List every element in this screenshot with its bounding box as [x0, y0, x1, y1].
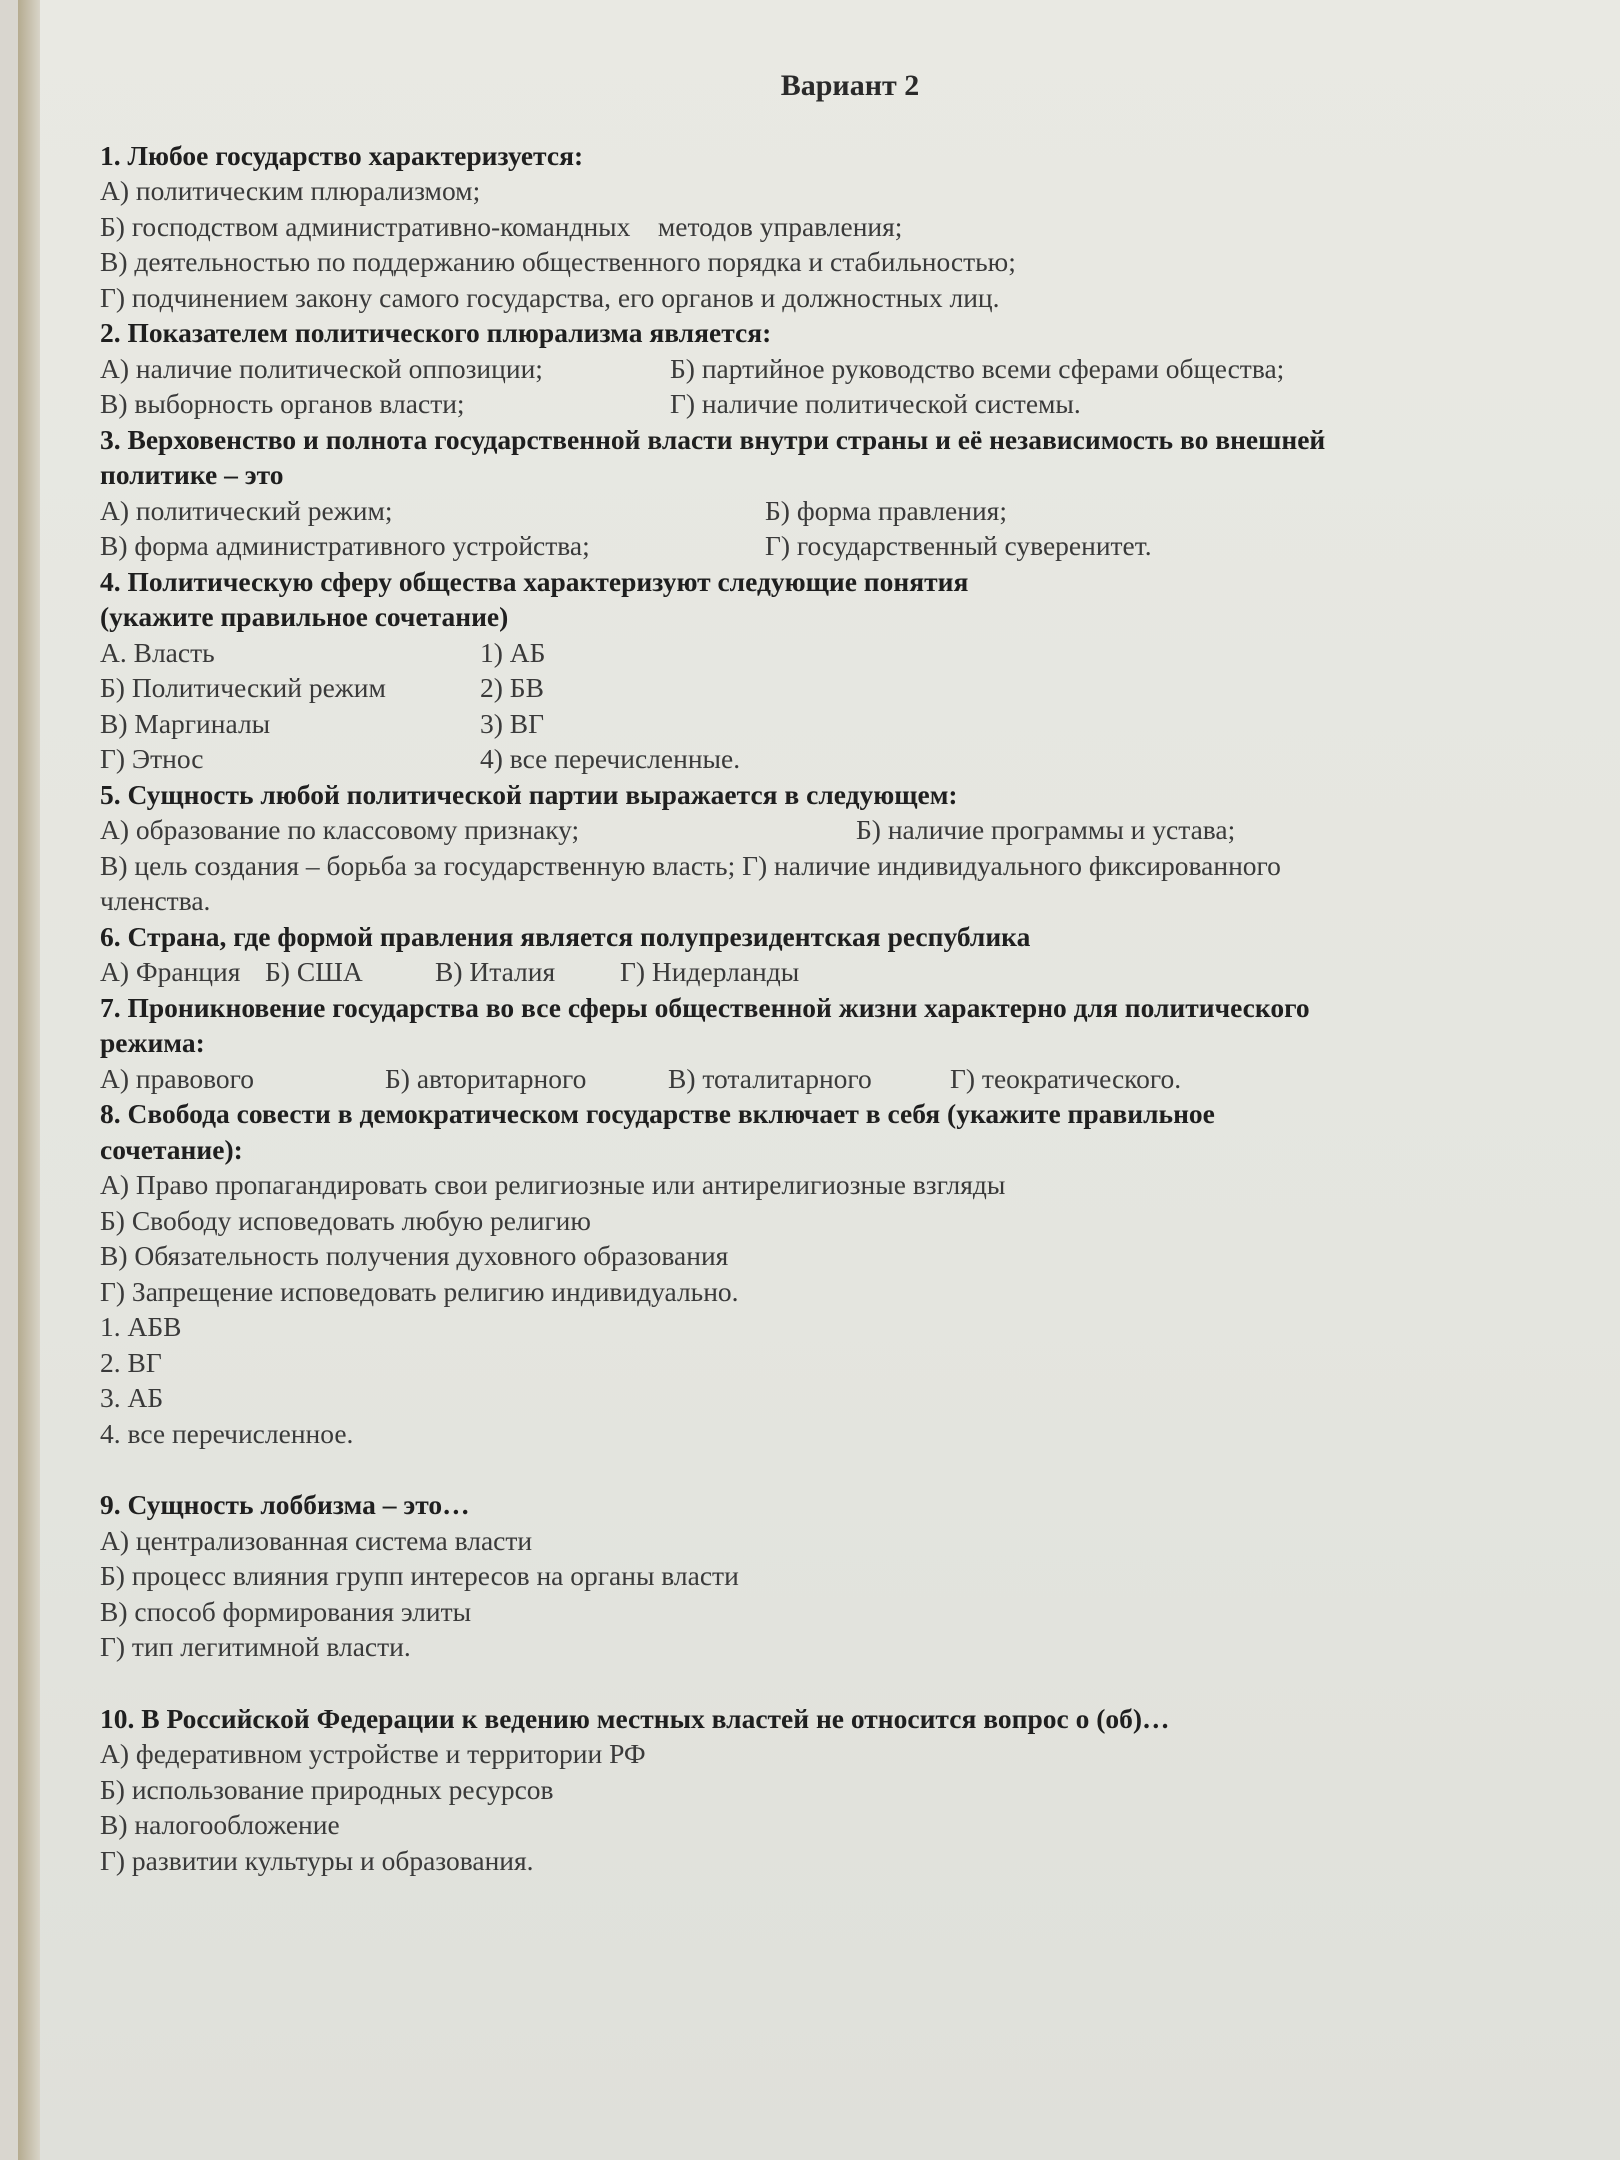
q8-option-b: Б) Свободу исповедовать любую религию [100, 1204, 591, 1236]
q2-option-a: А) наличие политической оппозиции; [100, 352, 543, 384]
q5-options-row-1 [100, 812, 1550, 848]
question-6: 6. Страна, где формой правления является полупрезидентская республика [100, 920, 1031, 952]
binding-edge [18, 0, 40, 2160]
q8-answer-2: 2. ВГ [100, 1346, 162, 1378]
q2-option-c: В) выборность органов власти; [100, 388, 465, 419]
q4-item-a: А. Власть [100, 636, 215, 668]
q4-answer-1: 1) АБ [480, 636, 546, 668]
question-10: 10. В Российской Федерации к ведению местных властей не относится вопрос о (об)… [100, 1702, 1170, 1734]
paper-sheet [18, 0, 1620, 2160]
q10-option-d: Г) развитии культуры и образования. [100, 1844, 534, 1876]
q10-option-a: А) федеративном устройстве и территории РФ [100, 1738, 646, 1769]
q4-item-d: Г) Этнос [100, 743, 204, 774]
q7-option-c: В) тоталитарного [668, 1062, 872, 1094]
q4-answer-2: 2) БВ [480, 672, 544, 703]
q3-option-d: Г) государственный суверенитет. [765, 530, 1152, 561]
q3-option-c: В) форма административного устройства; [100, 530, 590, 561]
q7-options-row [100, 1061, 1550, 1097]
question-4-line-2: (укажите правильное сочетание) [100, 601, 509, 632]
question-8-line-2: сочетание): [100, 1133, 243, 1165]
question-1: 1. Любое государство характеризуется: [100, 139, 584, 171]
spacer [100, 1665, 1550, 1701]
q8-option-a: А) Право пропагандировать свои религиозные или антирелигиозные взгляды [100, 1169, 1006, 1200]
q8-option-c: В) Обязательность получения духовного образования [100, 1240, 729, 1271]
question-3-line-2: политике – это [100, 459, 284, 490]
q2-option-b: Б) партийное руководство всеми сферами общества; [670, 352, 1285, 384]
q4-item-c: В) Маргиналы [100, 707, 271, 739]
question-2: 2. Показателем политического плюрализма является: [100, 317, 772, 348]
q7-option-a: А) правового [100, 1062, 255, 1094]
q4-row-2 [100, 670, 1550, 706]
q9-option-c: В) способ формирования элиты [100, 1595, 472, 1627]
q10-option-c: В) налогообложение [100, 1809, 340, 1840]
q5-option-c-d: В) цель создания – борьба за государственную власть; Г) наличие индивидуального фиксированного [100, 849, 1281, 881]
q3-option-a: А) политический режим; [100, 494, 393, 526]
q4-row-3 [100, 706, 1550, 742]
question-3-line-1: 3. Верховенство и полнота государственной власти внутри страны и её независимость во внешней [100, 423, 1326, 455]
q9-option-d: Г) тип легитимной власти. [100, 1631, 411, 1662]
q6-option-d: Г) Нидерланды [620, 956, 800, 987]
q10-option-b: Б) использование природных ресурсов [100, 1773, 554, 1805]
question-8-line-1: 8. Свобода совести в демократическом государстве включает в себя (укажите правильное [100, 1098, 1215, 1129]
q4-answer-3: 3) ВГ [480, 707, 545, 739]
q4-row-4 [100, 741, 1550, 777]
q7-option-d: Г) теократического. [950, 1062, 1182, 1094]
q5-option-b: Б) наличие программы и устава; [856, 814, 1236, 845]
q2-option-d: Г) наличие политической системы. [670, 388, 1081, 419]
q5-option-a: А) образование по классовому признаку; [100, 814, 580, 845]
q8-answer-4: 4. все перечисленное. [100, 1417, 354, 1449]
q9-option-b: Б) процесс влияния групп интересов на органы власти [100, 1560, 739, 1591]
q4-row-1 [100, 635, 1550, 671]
q8-option-d: Г) Запрещение исповедовать религию индивидуально. [100, 1275, 739, 1307]
q9-option-a: А) централизованная система власти [100, 1524, 533, 1556]
q5-option-d-continued: членства. [100, 885, 211, 916]
test-content [100, 68, 1550, 1878]
q3-options-row-2 [100, 528, 1550, 564]
q6-option-c: В) Италия [435, 956, 556, 987]
q1-option-d: Г) подчинением закону самого государства, его органов и должностных лиц. [100, 281, 1000, 313]
page-title: Вариант 2 [780, 69, 920, 102]
spacer [100, 1451, 1550, 1487]
q4-item-b: Б) Политический режим [100, 672, 386, 703]
q8-answer-1: 1. АБВ [100, 1311, 182, 1342]
q1-option-b: Б) господством административно-командных методов управления; [100, 210, 903, 242]
q7-option-b: Б) авторитарного [385, 1062, 587, 1094]
question-5: 5. Сущность любой политической партии выражается в следующем: [100, 778, 958, 810]
question-7-line-1: 7. Проникновение государства во все сферы общественной жизни характерно для политического [100, 991, 1310, 1023]
q6-option-a: А) Франция [100, 956, 241, 987]
question-9: 9. Сущность лоббизма – это… [100, 1489, 470, 1520]
q1-option-c: В) деятельностью по поддержанию общественного порядка и стабильностью; [100, 246, 1016, 277]
q6-options-row [100, 954, 1550, 990]
q6-option-b: Б) США [265, 956, 363, 987]
question-7-line-2: режима: [100, 1027, 205, 1058]
q3-options-row-1 [100, 493, 1550, 529]
q2-options-row-2 [100, 386, 1550, 422]
q8-answer-3: 3. АБ [100, 1382, 164, 1413]
q3-option-b: Б) форма правления; [765, 494, 1007, 526]
q2-options-row-1 [100, 351, 1550, 387]
q1-option-a: А) политическим плюрализмом; [100, 175, 481, 206]
question-4-line-1: 4. Политическую сферу общества характеризуют следующие понятия [100, 565, 969, 597]
q4-answer-4: 4) все перечисленные. [480, 743, 741, 774]
